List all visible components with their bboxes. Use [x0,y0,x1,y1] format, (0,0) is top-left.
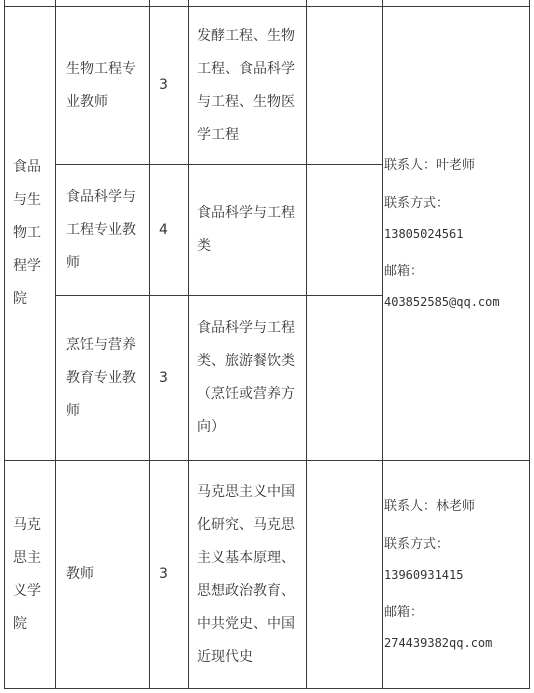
blank-cell [307,296,383,461]
email-label: 邮箱： [384,604,424,620]
contact-email: 403852585@qq.com [384,294,500,309]
blank-cell [307,461,383,689]
count-cell [150,165,189,296]
major-requirement: 发酵工程、生物工程、食品科学与工程、生物医学工程 [197,27,295,143]
position-cell [56,7,150,165]
count-cell [150,7,189,165]
position-cell [56,165,150,296]
college-cell [5,7,56,461]
college-name: 食品与生物工程学院 [13,159,41,307]
recruitment-table [4,0,530,689]
position-cell [56,461,150,689]
position-cell [56,296,150,461]
contact-person: 联系人：叶老师 [384,157,476,173]
contact-method-label: 联系方式： [384,195,450,211]
position-title: 教师 [66,566,94,582]
major-requirement: 食品科学与工程类 [197,205,295,254]
position-count: 4 [159,221,168,238]
major-cell [189,165,307,296]
contact-cell [383,7,530,461]
position-title: 烹饪与营养教育专业教师 [66,336,136,419]
contact-phone: 13805024561 [384,226,464,241]
position-count: 3 [159,566,168,582]
table-row [5,461,530,689]
major-cell [189,7,307,165]
position-title: 食品科学与工程专业教师 [66,188,136,271]
contact-person: 联系人：林老师 [384,498,476,514]
major-cell [189,296,307,461]
blank-cell [307,165,383,296]
contact-email: 274439382qq.com [384,635,493,650]
email-label: 邮箱： [384,263,424,279]
count-cell [150,296,189,461]
college-name: 马克思主义学院 [13,516,41,632]
position-count: 3 [159,77,168,93]
table-row [5,7,530,165]
contact-cell [383,461,530,689]
count-cell [150,461,189,689]
college-cell [5,461,56,689]
contact-phone: 13960931415 [384,567,464,582]
major-requirement: 食品科学与工程类、旅游餐饮类（烹饪或营养方向） [197,320,295,435]
major-requirement: 马克思主义中国化研究、马克思主义基本原理、思想政治教育、中共党史、中国近现代史 [197,483,295,665]
contact-method-label: 联系方式： [384,536,450,552]
position-count: 3 [159,369,168,386]
position-title: 生物工程专业教师 [66,60,136,110]
blank-cell [307,7,383,165]
major-cell [189,461,307,689]
